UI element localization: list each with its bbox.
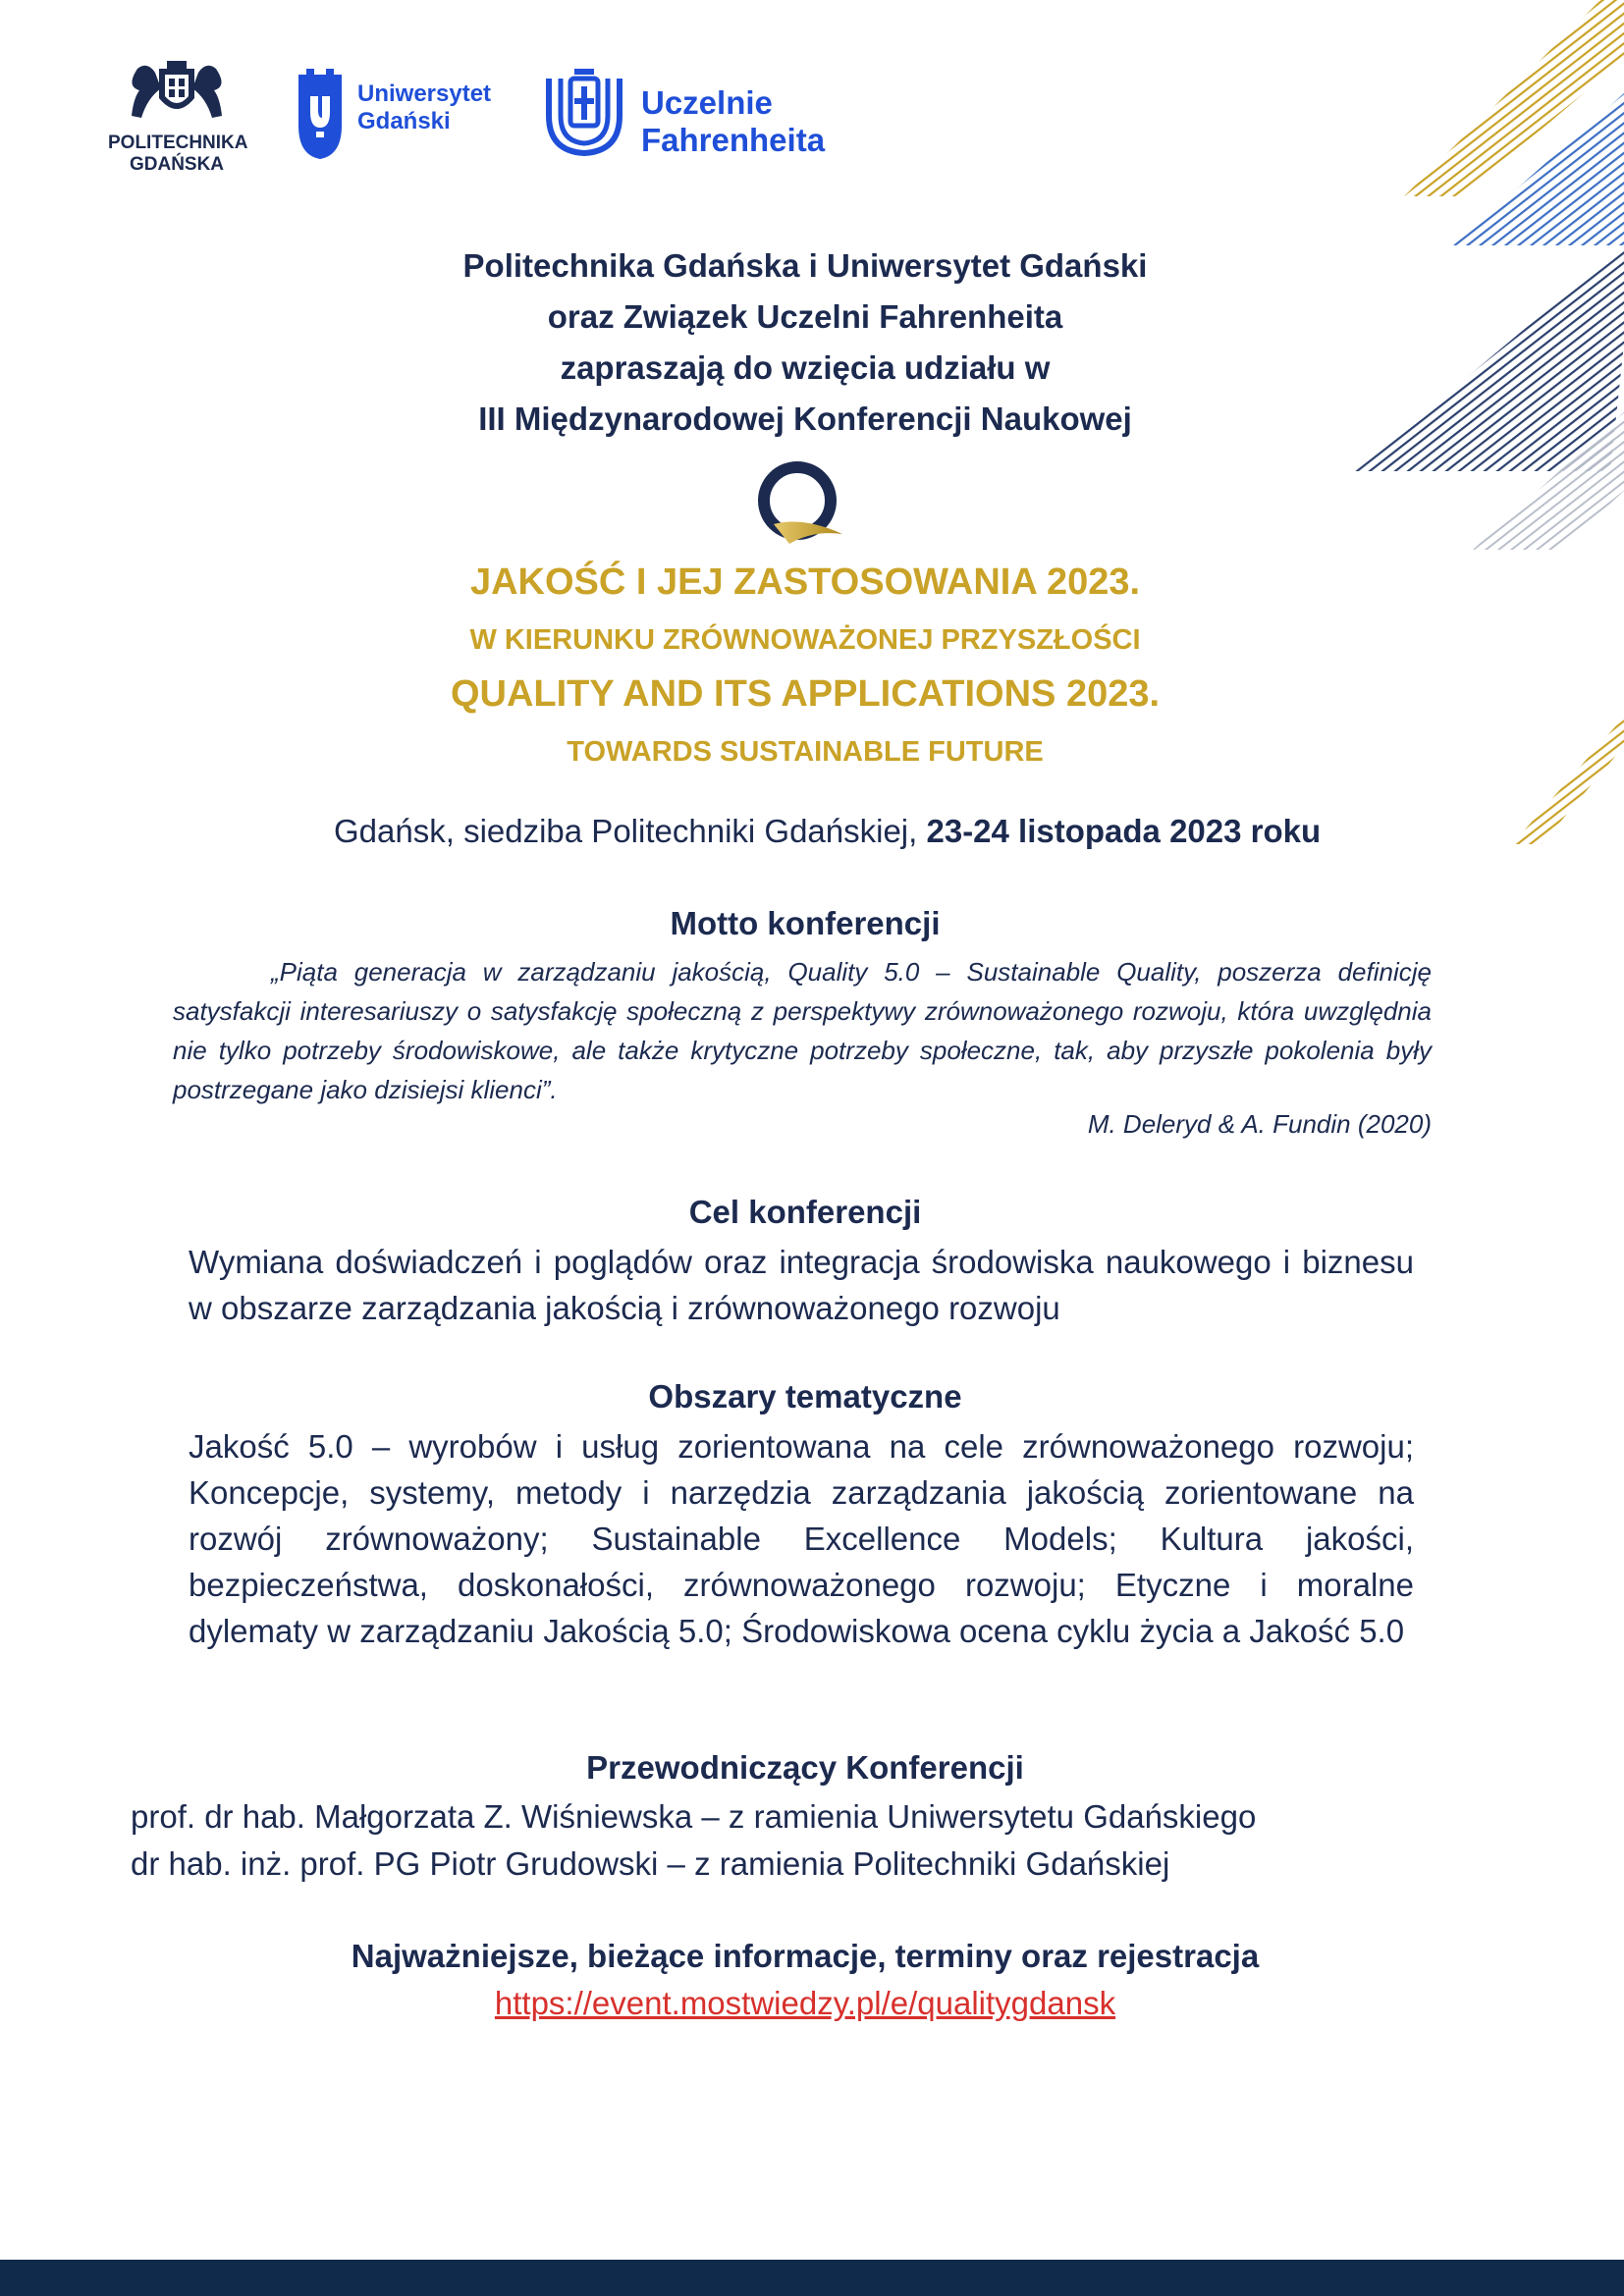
footer-bar	[0, 2260, 1624, 2296]
intro-line-4: III Międzynarodowej Konferencji Naukowej	[478, 400, 1132, 437]
venue-place: Gdańsk, siedziba Politechniki Gdańskiej,	[334, 813, 918, 849]
stripe-block-gold-bottom	[1512, 717, 1624, 844]
pg-logo-line2: GDAŃSKA	[129, 153, 225, 175]
chair-1: prof. dr hab. Małgorzata Z. Wiśniewska – z ramienia Uniwersytetu Gdańskiego	[131, 1798, 1257, 1835]
uf-logo-line2: Fahrenheita	[641, 121, 826, 158]
title-pl-sub: W KIERUNKU ZRÓWNOWAŻONEJ PRZYSZŁOŚCI	[469, 624, 1141, 656]
intro-line-1: Politechnika Gdańska i Uniwersytet Gdański	[462, 247, 1148, 284]
chairs-heading: Przewodniczący Konferencji	[586, 1749, 1024, 1786]
chair-2: dr hab. inż. prof. PG Piotr Grudowski – z ramienia Politechniki Gdańskiej	[131, 1845, 1170, 1882]
quality-q-logo-icon	[754, 459, 848, 548]
info-heading: Najważniejsze, bieżące informacje, terminy oraz rejestracja	[351, 1938, 1260, 1974]
registration-link[interactable]: https://event.mostwiedzy.pl/e/qualitygdansk	[494, 1985, 1116, 2021]
intro-line-3: zapraszają do wzięcia udziału w	[560, 349, 1051, 386]
intro-line-2: oraz Związek Uczelni Fahrenheita	[547, 298, 1063, 335]
logo-politechnika-gdanska	[108, 59, 248, 176]
venue-date: 23-24 listopada 2023 roku	[926, 813, 1322, 849]
pg-logo-line1: POLITECHNIKA	[108, 133, 248, 153]
goal-heading: Cel konferencji	[688, 1194, 922, 1230]
motto-author: M. Deleryd & A. Fundin (2020)	[1087, 1109, 1432, 1139]
motto-heading: Motto konferencji	[670, 905, 941, 941]
venue-line	[334, 813, 1321, 850]
uf-logo-line1: Uczelnie	[641, 84, 773, 121]
intro-block	[295, 240, 1316, 445]
ug-logo-line2: Gdański	[357, 107, 451, 134]
title-en-main: QUALITY AND ITS APPLICATIONS 2023.	[450, 673, 1161, 715]
stripe-block-navy	[1355, 245, 1624, 471]
ug-logo-line1: Uniwersytet	[357, 80, 492, 107]
info-link-wrap	[118, 1985, 1492, 2022]
goal-text: Wymiana doświadczeń i poglądów oraz integracja środowiska naukowego i biznesu w obszarze zarządzania jakością i zrównoważonego rozwoju	[189, 1244, 1414, 1326]
pg-crest-icon	[118, 59, 236, 126]
logo-uniwersytet-gdanski	[295, 67, 520, 165]
ug-shield-icon	[295, 67, 346, 161]
topics-text: Jakość 5.0 – wyrobów i usług zorientowana na cele zrównoważonego rozwoju; Koncepcje, systemy, metody i narzędzia zarządzania jakością zorientowane na rozwój zrównoważony; Sustainable Excellence Models; Kultura jakości, bezpieczeństwa, doskonałości, zrównoważonego rozwoju; Etyczne i moralne dylematy w zarządzaniu Jakością 5.0; Środowiskowa ocena cyklu życia a Jakość 5.0	[189, 1428, 1414, 1649]
topics-heading: Obszary tematyczne	[648, 1378, 962, 1415]
title-pl-main: JAKOŚĆ I JEJ ZASTOSOWANIA 2023.	[469, 561, 1141, 603]
title-en-sub: TOWARDS SUSTAINABLE FUTURE	[567, 736, 1044, 768]
motto-quote	[173, 952, 1432, 1109]
logo-uczelnie-fahrenheita	[545, 67, 859, 165]
uf-emblem-icon	[545, 69, 623, 157]
motto-quote-text: „Piąta generacja w zarządzaniu jakością, Quality 5.0 – Sustainable Quality, poszerza definicję satysfakcji interesariuszy o satysfakcję społeczną z perspektywy zrównoważonego rozwoju, która uwzględnia nie tylko potrzeby środowiskowe, ale także krytyczne potrzeby społeczne, tak, aby przyszłe pokolenia były postrzegane jako dzisiejsi klienci”.	[173, 957, 1432, 1104]
